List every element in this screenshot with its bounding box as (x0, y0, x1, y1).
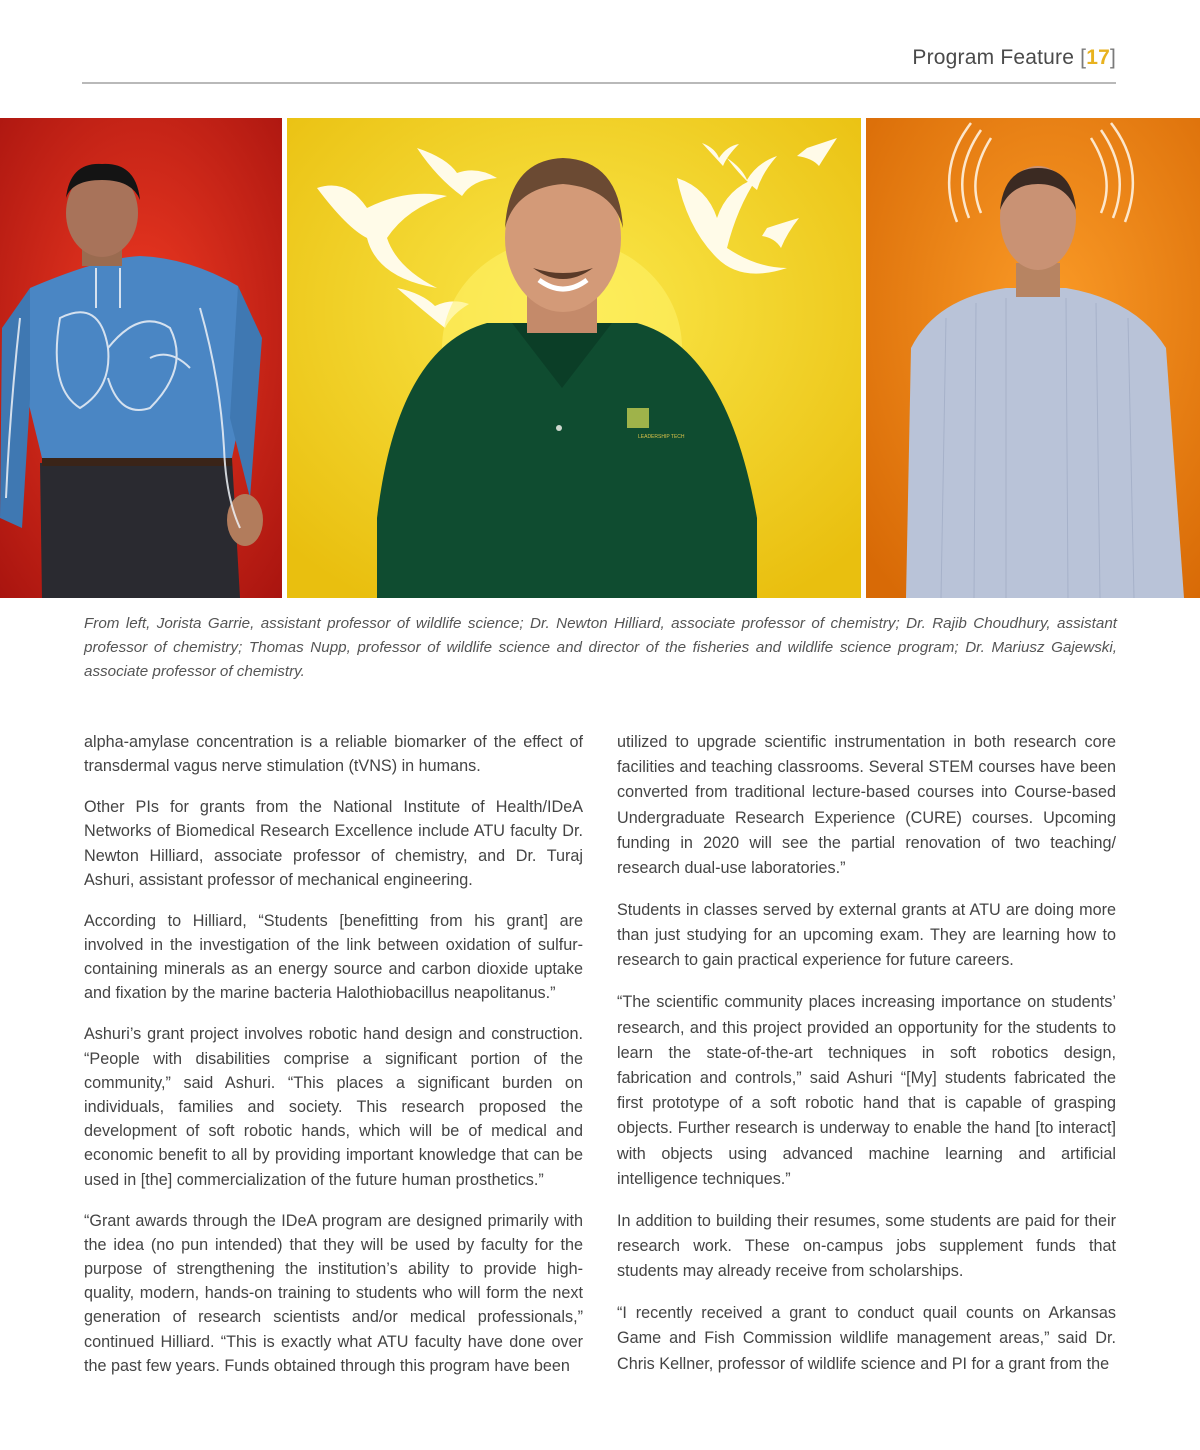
body-column-right (617, 730, 1116, 1394)
paragraph: utilized to upgrade scientific instrumentation in both research core facilities and teaching classrooms. Several STEM courses have been converted from traditional lecture-based courses into Course-based Undergraduate Research Experience (CURE) courses. Upcoming funding in 2020 will see the partial renovation of two teaching/ research dual-use laboratories.” (617, 733, 1116, 878)
bracket-close: ] (1109, 46, 1116, 69)
section-title: Program Feature (912, 46, 1075, 69)
paragraph: “I recently received a grant to conduct quail counts on Arkansas Game and Fish Commission wildlife management areas,” said Dr. Chris Kellner, professor of wildlife science and PI for a grant from the (617, 1304, 1116, 1373)
photo-caption: From left, Jorista Garrie, assistant professor of wildlife science; Dr. Newton Hilliard, associate professor of chemistry; Dr. Rajib Choudhury, assistant professor of chemistry; Thomas Nupp, professor of wildlife science and director of the fisheries and wildlife science program; Dr. Mariusz Gajewski, associate professor of chemistry. (84, 615, 1117, 680)
portrait-green-polo (287, 118, 861, 598)
paragraph: “The scientific community places increasing importance on students’ research, and this project provided an opportunity for the students to learn the state-of-the-art techniques in soft robotics design, fabrication and controls,” said Ashuri “[My] students fabricated the first prototype of a soft robotic hand that is capable of grasping objects. Further research is underway to enable the hand [to interact] with objects using advanced machine learning and artificial intelligence techniques.” (617, 993, 1116, 1188)
page-number: 17 (1086, 46, 1110, 69)
photo-strip (0, 118, 1200, 598)
shirt-logo-text: LEADERSHIP TECH (638, 434, 685, 440)
running-header (912, 46, 1116, 70)
body-column-left (84, 730, 583, 1395)
paragraph: Students in classes served by external grants at ATU are doing more than just studying for an upcoming exam. They are learning how to research to gain practical experience for future careers. (617, 901, 1116, 970)
page-header (82, 44, 1116, 84)
paragraph: Ashuri’s grant project involves robotic hand design and construction. “People with disabilities comprise a significant portion of the community,” said Ashuri. “This places a significant burden on individuals, families and society. This research proposed the development of soft robotic hands, which will be of medical and economic benefit to all by providing important knowledge that can be used in [the] commercialization of the future human prosthetics.” (84, 1025, 583, 1189)
photo-panel-orange (866, 118, 1200, 598)
paragraph: “Grant awards through the IDeA program are designed primarily with the idea (no pun intended) that they will be used by faculty for the purpose of strengthening the institution’s ability to provide high-quality, modern, hands-on training to students who will form the next generation of research scientists and/or medical professionals,” continued Hilliard. “This is exactly what ATU faculty have done over the past few years. Funds obtained through this program have been (84, 1211, 583, 1375)
paragraph: Other PIs for grants from the National Institute of Health/IDeA Networks of Biomedical Research Excellence include ATU faculty Dr. Newton Hilliard, associate professor of chemistry, and Dr. Turaj Ashuri, assistant professor of mechanical engineering. (84, 798, 583, 889)
paragraph: alpha-amylase concentration is a reliable biomarker of the effect of transdermal vagus nerve stimulation (tVNS) in humans. (84, 733, 583, 776)
portrait-blue-shirt (0, 118, 282, 598)
bracket-open: [ (1080, 46, 1087, 69)
paragraph: According to Hilliard, “Students [benefitting from his grant] are involved in the investigation of the link between oxidation of sulfur-containing minerals as an energy source and carbon dioxide uptake and fixation by the marine bacteria Halothiobacillus neapolitanus.” (84, 911, 583, 1003)
portrait-striped-shirt (866, 118, 1200, 598)
photo-panel-red (0, 118, 282, 598)
paragraph: In addition to building their resumes, some students are paid for their research work. These on-campus jobs supplement funds that students may already receive from scholarships. (617, 1211, 1116, 1281)
photo-panel-yellow (287, 118, 861, 598)
